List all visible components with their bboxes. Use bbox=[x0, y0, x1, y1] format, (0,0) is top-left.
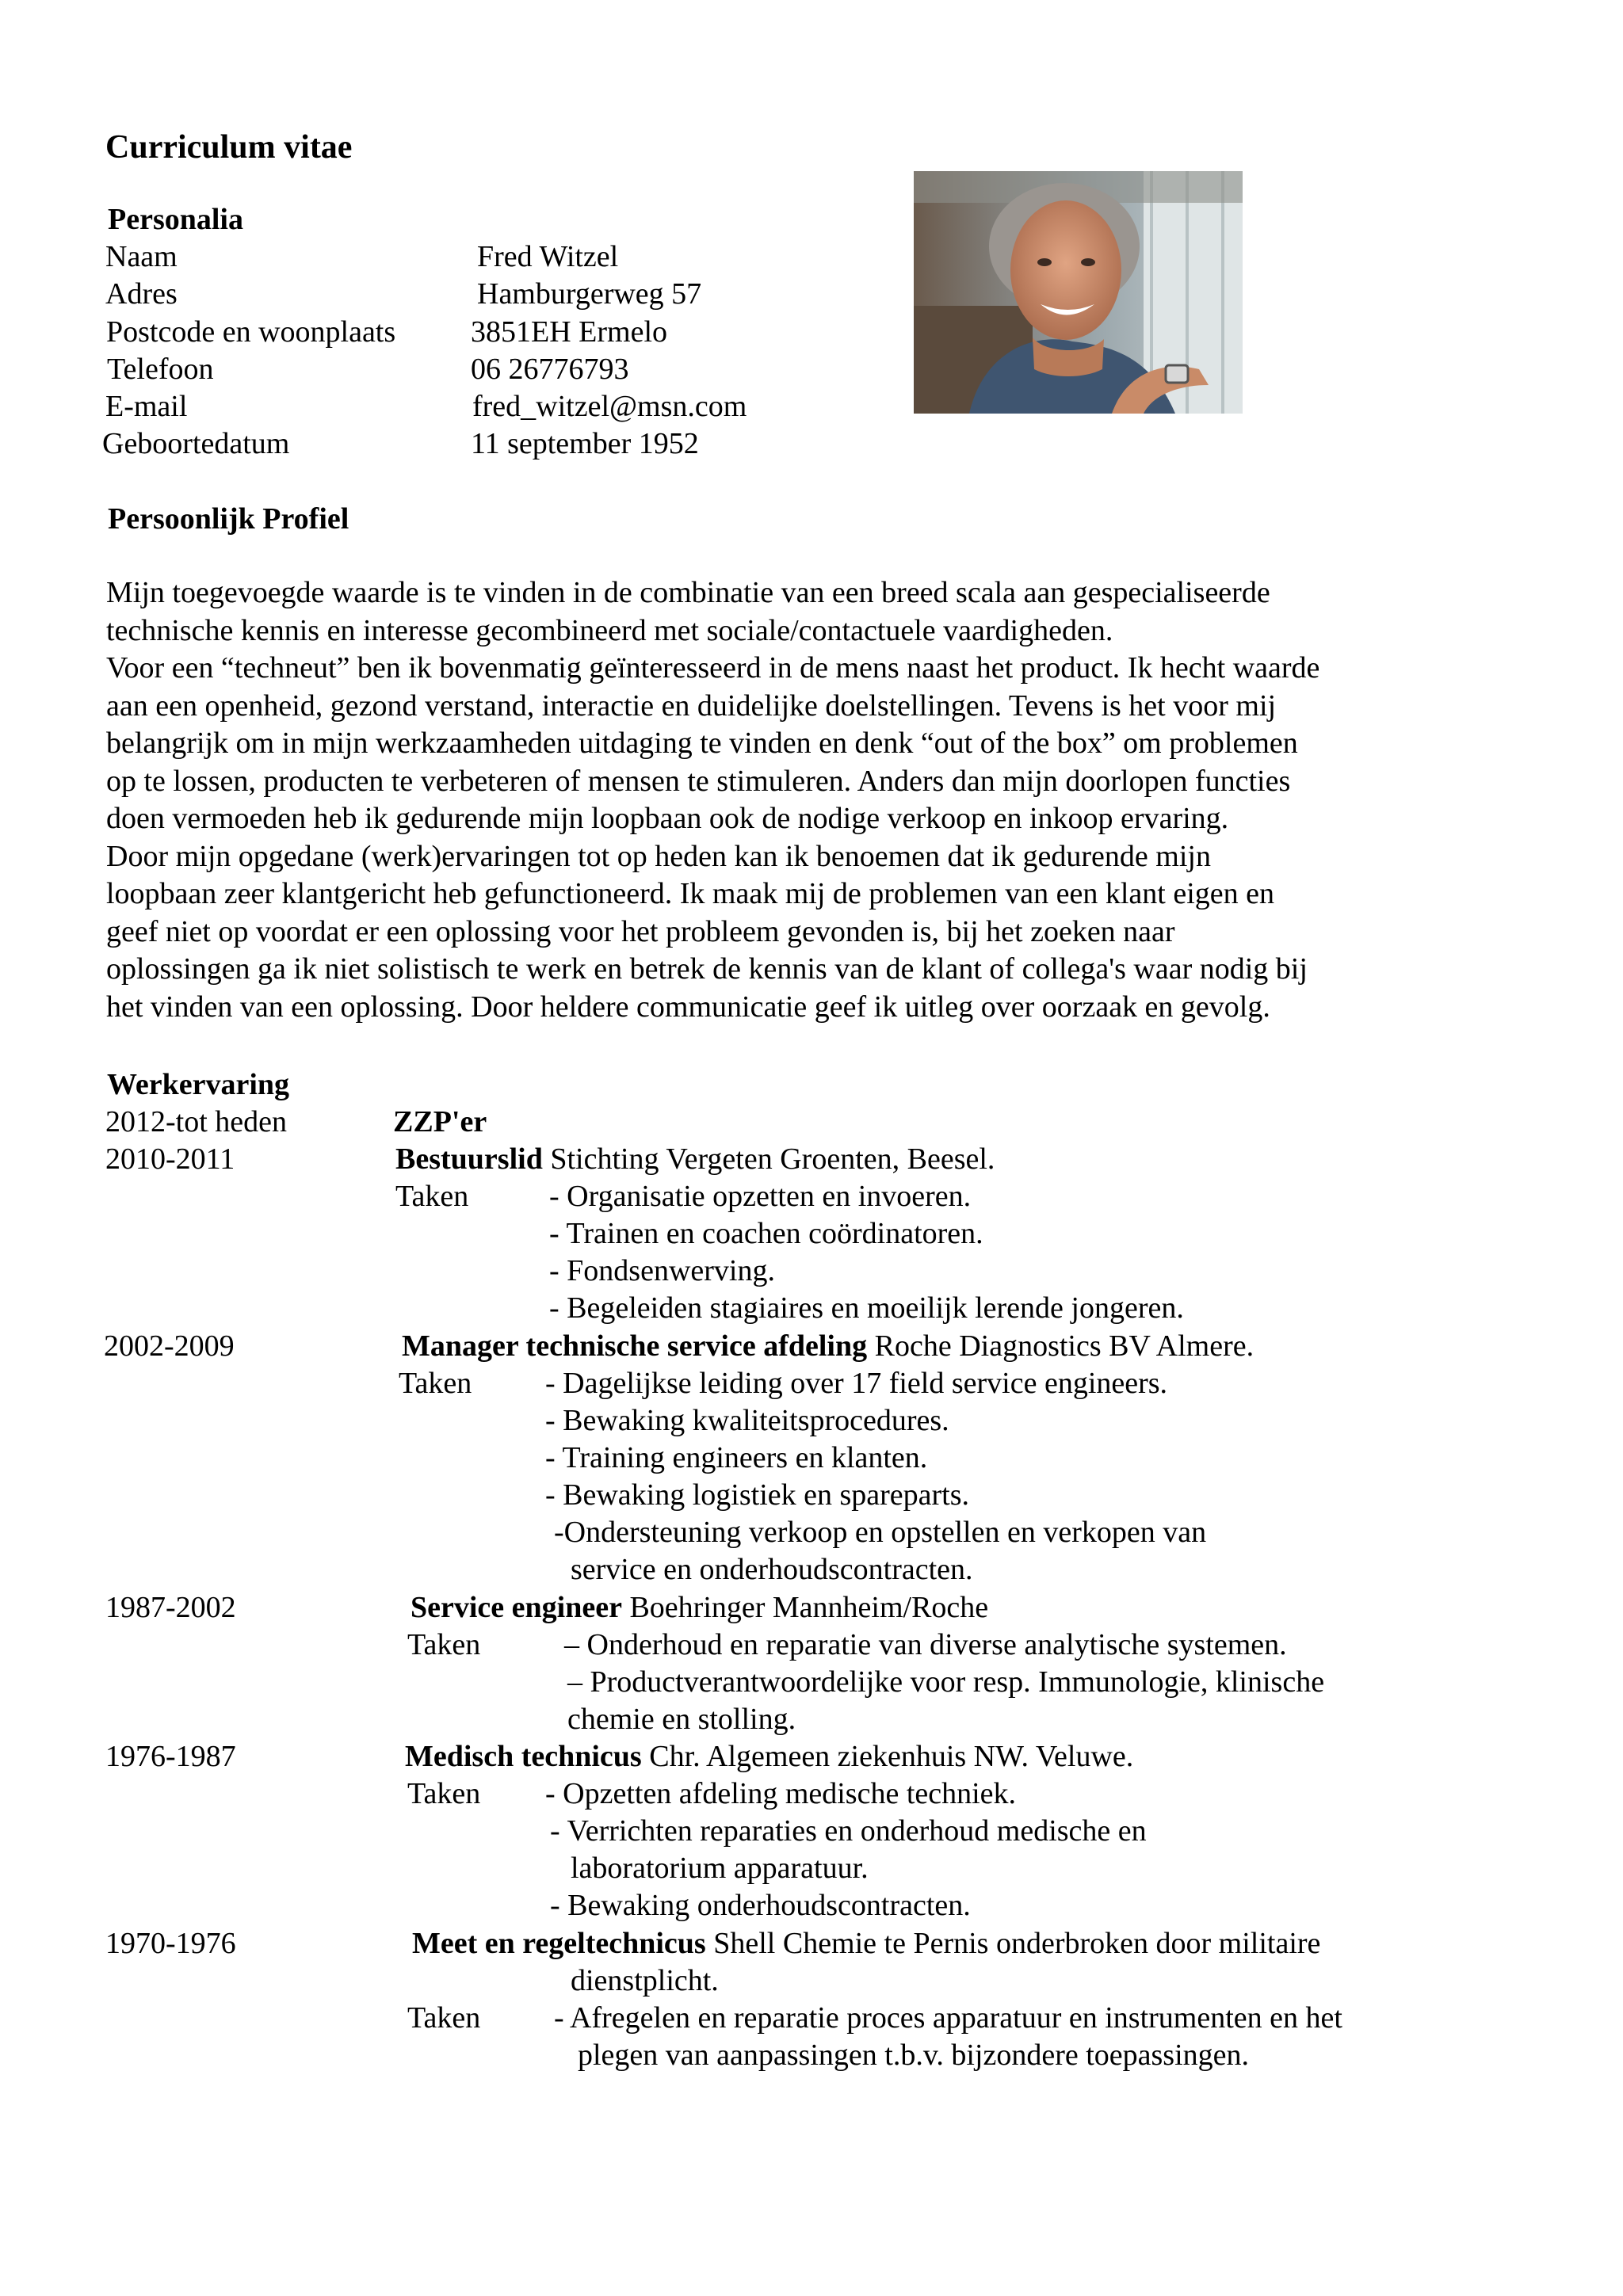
geboortedatum-value: 11 september 1952 bbox=[471, 427, 699, 460]
task-item: - Organisatie opzetten en invoeren. bbox=[549, 1180, 972, 1213]
task-item: - Opzetten afdeling medische techniek. bbox=[545, 1777, 1017, 1810]
job-period: 2002-2009 bbox=[104, 1329, 235, 1363]
profiel-line: geef niet op voordat er een oplossing voor het probleem gevonden is, bij het zoeken naar bbox=[106, 914, 1175, 948]
page-title: Curriculum vitae bbox=[105, 129, 353, 166]
naam-value: Fred Witzel bbox=[477, 240, 619, 273]
postcode-label: Postcode en woonplaats bbox=[106, 315, 396, 349]
job-role: Manager technische service afdeling bbox=[402, 1329, 868, 1363]
task-item: chemie en stolling. bbox=[567, 1703, 796, 1736]
job-title-line bbox=[405, 1741, 1133, 1772]
task-item: - Verrichten reparaties en onderhoud medische en bbox=[550, 1814, 1147, 1848]
task-item: laboratorium apparatuur. bbox=[571, 1852, 869, 1885]
profiel-line: doen vermoeden heb ik gedurende mijn loopbaan ook de nodige verkoop en inkoop ervaring. bbox=[106, 802, 1229, 835]
task-item: – Productverantwoordelijke voor resp. Immunologie, klinische bbox=[567, 1665, 1325, 1699]
task-item: - Training engineers en klanten. bbox=[545, 1441, 928, 1474]
profiel-line: oplossingen ga ik niet solistisch te werk en betrek de kennis van de klant of collega's waar nodig bij bbox=[106, 952, 1308, 986]
job-role: Medisch technicus bbox=[405, 1740, 642, 1773]
job-period: 1987-2002 bbox=[105, 1591, 236, 1624]
task-item: service en onderhoudscontracten. bbox=[571, 1553, 973, 1586]
job-role: Service engineer bbox=[411, 1591, 622, 1624]
job-employer: Boehringer Mannheim/Roche bbox=[621, 1591, 989, 1624]
job-period: 2012-tot heden bbox=[105, 1105, 288, 1138]
task-item: - Begeleiden stagiaires en moeilijk lerende jongeren. bbox=[549, 1291, 1184, 1325]
task-item: -Ondersteuning verkoop en opstellen en verkopen van bbox=[554, 1516, 1207, 1549]
job-employer: Chr. Algemeen ziekenhuis NW. Veluwe. bbox=[641, 1740, 1134, 1773]
task-item: plegen van aanpassingen t.b.v. bijzondere toepassingen. bbox=[578, 2039, 1250, 2072]
job-title-line bbox=[412, 1928, 1320, 1958]
job-period: 1976-1987 bbox=[105, 1740, 236, 1773]
job-role: Meet en regeltechnicus bbox=[412, 1927, 706, 1960]
profiel-line: het vinden van een oplossing. Door heldere communicatie geef ik uitleg over oorzaak en gevolg. bbox=[106, 990, 1270, 1024]
adres-value: Hamburgerweg 57 bbox=[477, 277, 702, 311]
task-item: - Fondsenwerving. bbox=[549, 1254, 775, 1287]
telefoon-label: Telefoon bbox=[107, 353, 214, 386]
taken-label: Taken bbox=[407, 1628, 481, 1661]
profiel-line: Voor een “techneut” ben ik bovenmatig geïnteresseerd in de mens naast het product. Ik hecht waarde bbox=[106, 651, 1320, 685]
naam-label: Naam bbox=[105, 240, 178, 273]
job-period: 2010-2011 bbox=[105, 1142, 235, 1176]
profiel-text bbox=[106, 574, 1319, 1026]
geboortedatum-label: Geboortedatum bbox=[102, 427, 290, 460]
job-title-line bbox=[411, 1592, 988, 1623]
profiel-line: Door mijn opgedane (werk)ervaringen tot op heden kan ik benoemen dat ik gedurende mijn bbox=[106, 839, 1211, 873]
taken-label: Taken bbox=[407, 1777, 481, 1810]
job-employer: Stichting Vergeten Groenten, Beesel. bbox=[542, 1142, 995, 1176]
task-item: - Dagelijkse leiding over 17 field service engineers. bbox=[545, 1367, 1168, 1400]
adres-label: Adres bbox=[105, 277, 178, 311]
taken-label: Taken bbox=[395, 1180, 469, 1213]
profiel-line: belangrijk om in mijn werkzaamheden uitdaging te vinden en denk “out of the box” om problemen bbox=[106, 727, 1298, 760]
job-employer: Shell Chemie te Pernis onderbroken door militaire bbox=[705, 1927, 1321, 1960]
profiel-heading: Persoonlijk Profiel bbox=[108, 502, 349, 536]
job-role: Bestuurslid bbox=[395, 1142, 543, 1176]
task-item: - Bewaking logistiek en spareparts. bbox=[545, 1478, 970, 1512]
task-item: - Bewaking onderhoudscontracten. bbox=[550, 1889, 971, 1922]
postcode-value: 3851EH Ermelo bbox=[471, 315, 668, 349]
werkervaring-heading: Werkervaring bbox=[107, 1068, 290, 1101]
profiel-line: op te lossen, producten te verbeteren of mensen te stimuleren. Anders dan mijn doorlopen functies bbox=[106, 764, 1291, 798]
task-item: – Onderhoud en reparatie van diverse analytische systemen. bbox=[564, 1628, 1287, 1661]
job-employer: Roche Diagnostics BV Almere. bbox=[867, 1329, 1254, 1363]
profiel-line: technische kennis en interesse gecombineerd met sociale/contactuele vaardigheden. bbox=[106, 613, 1113, 647]
taken-label: Taken bbox=[407, 2001, 481, 2035]
job-title-line bbox=[402, 1331, 1254, 1361]
telefoon-value: 06 26776793 bbox=[471, 353, 629, 386]
task-item: - Trainen en coachen coördinatoren. bbox=[549, 1217, 983, 1250]
task-item: - Afregelen en reparatie proces apparatuur en instrumenten en het bbox=[554, 2001, 1342, 2035]
profiel-line: loopbaan zeer klantgericht heb gefunctioneerd. Ik maak mij de problemen van een klant eigen en bbox=[106, 877, 1275, 910]
email-label: E-mail bbox=[105, 390, 188, 423]
taken-label: Taken bbox=[399, 1367, 472, 1400]
email-value: fred_witzel@msn.com bbox=[472, 390, 747, 423]
profiel-line: aan een openheid, gezond verstand, interactie en duidelijke doelstellingen. Tevens is het voor mij bbox=[106, 688, 1277, 723]
job-role: ZZP'er bbox=[393, 1105, 487, 1138]
job-employer-cont: dienstplicht. bbox=[571, 1964, 719, 1997]
task-item: - Bewaking kwaliteitsprocedures. bbox=[545, 1404, 949, 1437]
job-title-line bbox=[395, 1144, 995, 1174]
profile-photo bbox=[914, 171, 1243, 414]
personalia-heading: Personalia bbox=[108, 203, 243, 236]
profiel-line: Mijn toegevoegde waarde is te vinden in de combinatie van een breed scala aan gespecialiseerde bbox=[106, 576, 1270, 609]
job-period: 1970-1976 bbox=[105, 1927, 236, 1960]
